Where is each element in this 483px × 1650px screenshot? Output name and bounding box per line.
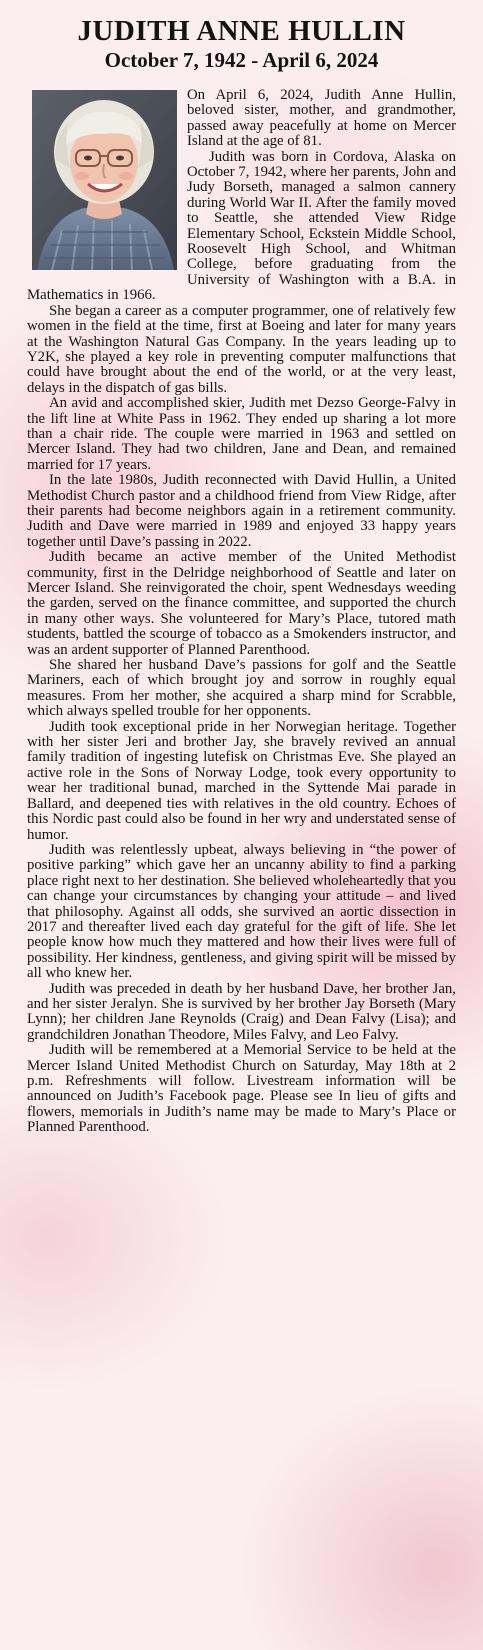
- obituary-paragraph: An avid and accomplished skier, Judith met Dezso George-Falvy in the lift line at White Pass in 1962. They ended up sharing a lot more than a chair ride. The couple were married in 1963 and settled on Mercer Island. They had two children, Jane and Dean, and remained married for 17 years.: [27, 395, 456, 473]
- obituary-paragraph: Judith was born in Cordova, Alaska on October 7, 1942, where her parents, John and Judy Borseth, managed a salmon cannery during World War II. After the family moved to Seattle, she attended View Ridge Elementary School, Eckstein Middle School, Roosevelt High School, and Whitman College, before graduating from the University of Washington with a B.A. in Mathematics in 1966.: [27, 148, 456, 304]
- deceased-name: JUDITH ANNE HULLIN: [77, 15, 406, 47]
- obituary-paragraph: Judith took exceptional pride in her Norwegian heritage. Together with her sister Jeri and brother Jay, she bravely revived an annual family tradition of ingesting lutefisk on Christmas Eve. She played an active role in the Sons of Norway Lodge, took every opportunity to wear her traditional bunad, marched in the Syttende Mai parade in Ballard, and deepened ties with relatives in the old country. Echoes of this Nordic past could also be found in her wry and understated sense of humor.: [27, 718, 456, 843]
- portrait-photo-icon: [32, 90, 177, 270]
- obituary-paragraph: Judith was relentlessly upbeat, always believing in “the power of positive parking” which gave her an uncanny ability to find a parking place right next to her destination. She believed wholeheartedly that you can change your circumstances by changing your attitude – and lived that philosophy. Against all odds, she survived an aortic dissection in 2017 and thereafter lived each day grateful for the gift of life. She let people know how much they mattered and how their lives were full of possibility. Her kindness, gentleness, and giving spirit will be missed by all who knew her.: [27, 841, 456, 982]
- obituary-header: [0, 0, 483, 72]
- obituary-paragraph: On April 6, 2024, Judith Anne Hullin, beloved sister, mother, and grandmother, passed away peacefully at home on Mercer Island at the age of 81.: [187, 87, 456, 150]
- obituary-body: [27, 88, 456, 1136]
- obituary-paragraph: Judith was preceded in death by her husband Dave, her brother Jan, and her sister Jeralyn. She is survived by her brother Jay Borseth (Mary Lynn); her children Jane Reynolds (Craig) and Dean Falvy (Lisa); and grandchildren Jonathan Theodore, Miles Falvy, and Leo Falvy.: [27, 980, 456, 1043]
- obituary-paragraph: Judith became an active member of the United Methodist community, first in the Delridge neighborhood of Seattle and later on Mercer Island. She reinvigorated the choir, spent Wednesdays weeding the garden, served on the finance committee, and supported the church in many other ways. She volunteered for Mary’s Place, tutored math students, battled the scourge of tobacco as a Smokenders instructor, and was an ardent supporter of Planned Parenthood.: [27, 549, 456, 658]
- obituary-paragraph: Judith will be remembered at a Memorial Service to be held at the Mercer Island United Methodist Church on Saturday, May 18th at 2 p.m. Refreshments will follow. Livestream information will be announced on Judith’s Facebook page. Please see In lieu of gifts and flowers, memorials in Judith’s name may be made to Mary’s Place or Planned Parenthood.: [27, 1042, 456, 1136]
- obituary-paragraph: She began a career as a computer programmer, one of relatively few women in the field at the time, first at Boeing and later for many years at the Washington Natural Gas Company. In the years leading up to Y2K, she played a key role in preventing computer malfunctions that could have brought about the end of the world, or at the very least, delays in the dispatch of gas bills.: [27, 302, 456, 396]
- life-dates: October 7, 1942 - April 6, 2024: [104, 48, 379, 72]
- obituary-paragraph: In the late 1980s, Judith reconnected with David Hullin, a United Methodist Church pastor and a childhood friend from View Ridge, after their parents had become neighbors again in a retirement community. Judith and Dave were married in 1989 and enjoyed 33 happy years together until Dave’s passing in 2022.: [27, 472, 456, 550]
- obituary-paragraph: She shared her husband Dave’s passions for golf and the Seattle Mariners, each of which brought joy and sorrow in roughly equal measures. From her mother, she acquired a sharp mind for Scrabble, which always spelled trouble for her opponents.: [27, 657, 456, 720]
